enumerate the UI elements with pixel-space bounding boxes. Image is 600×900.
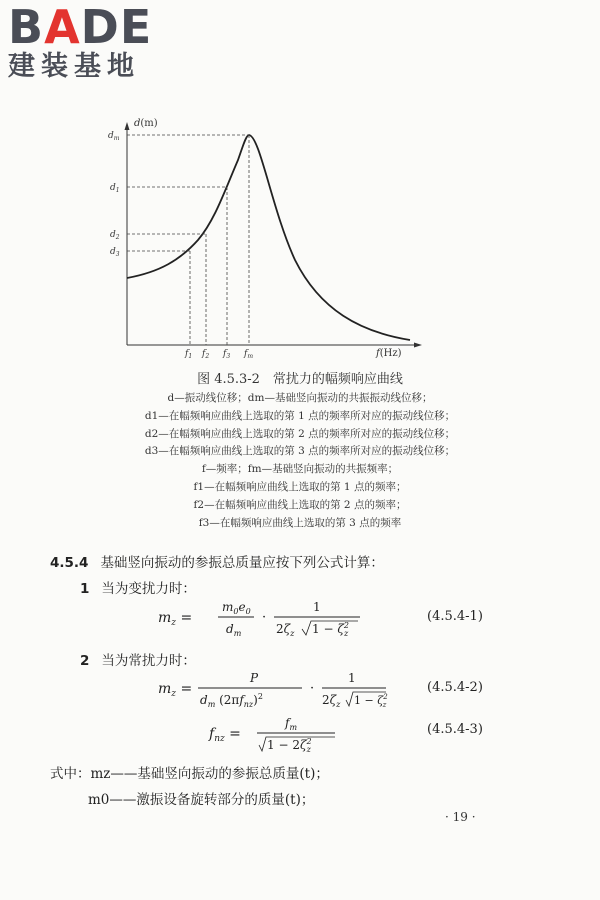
svg-text:1: 1 — [348, 671, 356, 685]
legend-line: f—频率；fm—基础竖向振动的共振频率； — [201, 463, 399, 476]
figure-legend — [80, 390, 520, 532]
svg-text:1 − ζ2z: $1 - \zeta^2$ z — [354, 693, 388, 709]
svg-text:1: 1 — [313, 600, 321, 614]
equation-4-5-4-3 — [205, 710, 345, 758]
response-curve — [127, 135, 410, 340]
logo-wordmark: BADE — [8, 0, 153, 54]
logo-chinese: 建装基地 — [8, 51, 140, 82]
section-heading — [50, 551, 384, 571]
svg-text:m0e0: $m_0e_0$ — [222, 600, 251, 616]
tick-d3: $d_3$ — [110, 247, 120, 258]
legend-line: f2—在幅频响应曲线上选取的第 2 点的频率； — [193, 498, 407, 511]
svg-text:dm: $d_m$ — [226, 622, 242, 638]
where-line-2: m0——激振设备旋转部分的质量(t)； — [88, 792, 315, 808]
figure-caption: 图 4.5.3-2 常扰力的幅频响应曲线 — [197, 372, 403, 387]
legend-line: f3—在幅频响应曲线上选取的第 3 点的频率 — [198, 516, 402, 529]
svg-text:1 − ζ2z: $1 - \zeta^2$ z — [312, 621, 349, 638]
equation-4-5-4-1 — [150, 595, 370, 641]
svg-text:mz =: $m_z$ = — [158, 681, 193, 699]
svg-text:·: · — [310, 681, 315, 696]
tick-f2: $f_2$ — [202, 349, 210, 360]
x-axis-label: f(Hz) — [376, 348, 402, 359]
x-axis-arrow — [414, 343, 422, 348]
svg-text:dm (2πfnz)2: $d_m$ $(2\pi f_{nz})^2$ — [200, 692, 263, 709]
tick-f3: $f_3$ — [223, 349, 231, 360]
y-axis-label: d(m) — [134, 118, 158, 129]
response-curve-chart — [100, 110, 440, 360]
svg-text:P: P — [250, 671, 259, 685]
legend-line: d2—在幅频响应曲线上选取的第 2 点的频率所对应的振动线位移； — [144, 427, 456, 440]
svg-text:fm: $f_m$ — [285, 716, 298, 732]
legend-line: d—振动线位移；dm—基础竖向振动的共振振动线位移； — [167, 392, 433, 404]
equation-4-5-4-2 — [150, 665, 390, 713]
legend-line: d1—在幅频响应曲线上选取的第 1 点的频率所对应的振动线位移； — [144, 409, 456, 422]
tick-d1: $d_1$ — [110, 183, 120, 194]
svg-text:·: · — [262, 610, 267, 625]
tick-f1: $f_1$ — [185, 349, 193, 360]
legend-line: d3—在幅频响应曲线上选取的第 3 点的频率所对应的振动线位移； — [144, 445, 456, 458]
tick-dm: $d_m$ — [108, 131, 120, 142]
clause-2: 2 当为常扰力时： — [80, 653, 196, 669]
bade-logo — [8, 0, 178, 84]
svg-text:2ζz: $2\zeta_z$ — [322, 693, 341, 709]
legend-line: f1—在幅频响应曲线上选取的第 1 点的频率； — [193, 480, 407, 493]
page-number: · 19 · — [445, 810, 476, 824]
section-number: 4.5.4 — [50, 555, 89, 571]
clause-1: 1 当为变扰力时： — [80, 581, 196, 597]
equation-number: (4.5.4-1) — [427, 609, 483, 624]
equation-number: (4.5.4-2) — [427, 680, 483, 695]
svg-text:fnz =: $f_{nz}$ = — [209, 726, 241, 744]
svg-text:2ζz: $2\zeta_z$ — [276, 622, 295, 638]
y-axis-arrow — [125, 122, 130, 130]
equation-number: (4.5.4-3) — [427, 722, 483, 737]
tick-fm: $f_m$ — [244, 349, 254, 360]
svg-text:1 − 2ζ2z: $1 - 2\zeta^2$ z — [267, 737, 312, 754]
svg-text:mz =: $m_z$ = — [158, 610, 193, 628]
where-line-1: 式中：mz——基础竖向振动的参振总质量(t)； — [50, 766, 329, 782]
tick-d2: $d_2$ — [110, 230, 120, 241]
section-body: 基础竖向振动的参振总质量应按下列公式计算： — [100, 555, 384, 571]
